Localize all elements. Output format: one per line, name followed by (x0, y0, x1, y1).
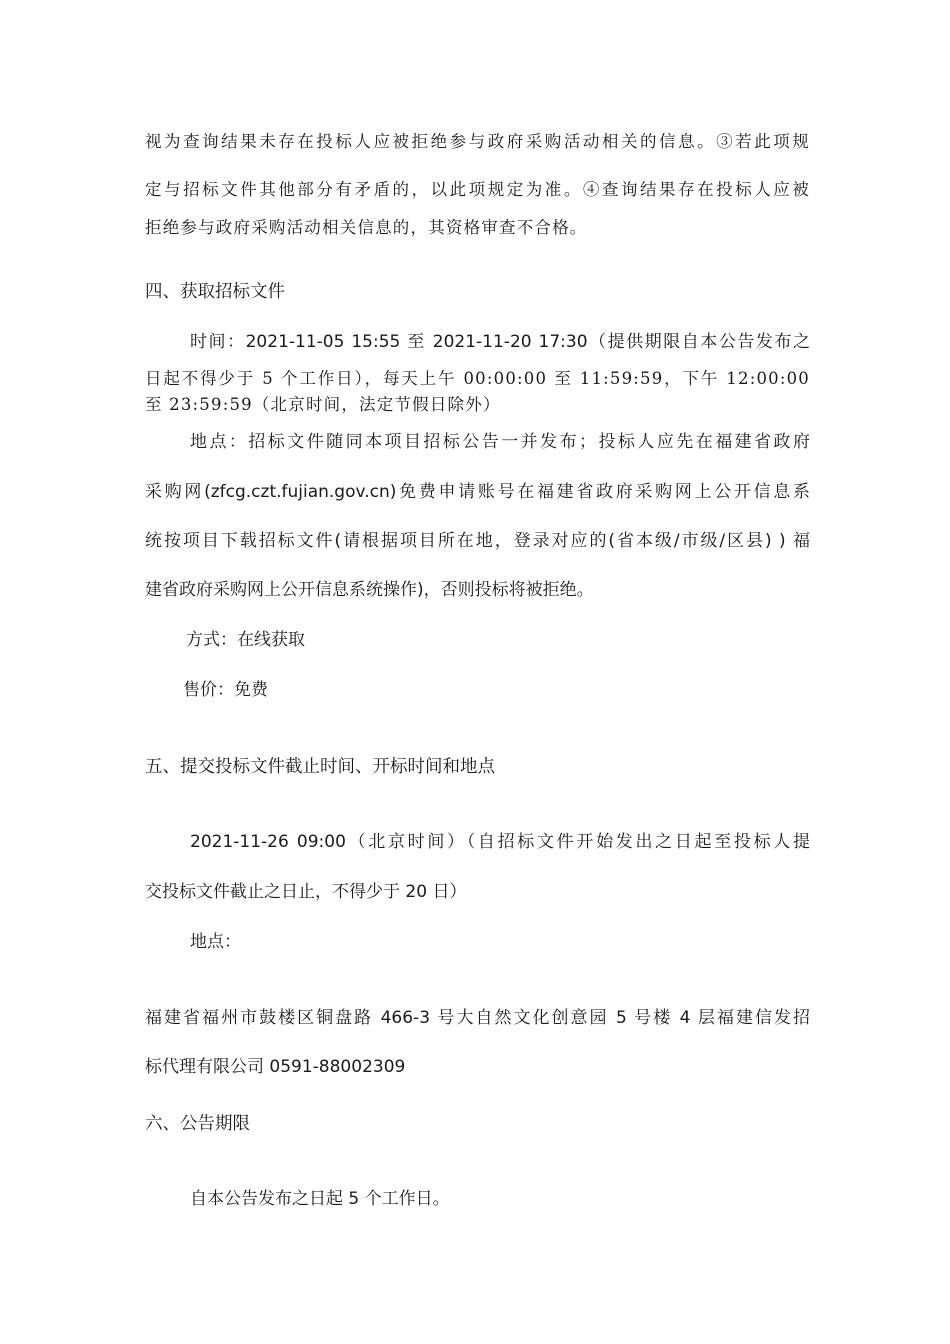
section3-tail-line-1: 视为查询结果未存在投标人应被拒绝参与政府采购活动相关的信息。③若此项规 (145, 132, 810, 151)
section4-time-line-1: 时间：2021-11-05 15:55 至 2021-11-20 17:30（提供期限自本公告发布之 (190, 332, 810, 352)
section4-place-line-4: 建省政府采购网上公开信息系统操作)，否则投标将被拒绝。 (145, 580, 594, 600)
section4-time-line-3: 至 23:59:59（北京时间，法定节假日除外） (145, 395, 501, 414)
section6-period: 自本公告发布之日起 5 个工作日。 (190, 1189, 450, 1209)
section5-address-line-2: 标代理有限公司 0591-88002309 (145, 1057, 406, 1077)
section4-time-line-2: 日起不得少于 5 个工作日），每天上午 00:00:00 至 11:59:59，下午 12:00:00 (145, 369, 810, 388)
section4-heading: 四、获取招标文件 (145, 282, 285, 302)
section3-tail-line-2: 定与招标文件其他部分有矛盾的，以此项规定为准。④查询结果存在投标人应被 (145, 180, 810, 199)
section4-price: 售价：免费 (183, 680, 268, 700)
section5-deadline-line-1: 2021-11-26 09:00（北京时间）（自招标文件开始发出之日起至投标人提 (190, 832, 810, 852)
section4-place-line-2: 采购网(zfcg.czt.fujian.gov.cn)免费申请账号在福建省政府采购网上公开信息系 (145, 482, 810, 502)
section5-heading: 五、提交投标文件截止时间、开标时间和地点 (145, 757, 495, 777)
section4-method: 方式：在线获取 (186, 630, 305, 650)
section4-place-line-1: 地点：招标文件随同本项目招标公告一并发布；投标人应先在福建省政府 (190, 432, 810, 452)
section5-place-label: 地点： (190, 932, 241, 952)
section5-address-line-1: 福建省福州市鼓楼区铜盘路 466-3 号大自然文化创意园 5 号楼 4 层福建信发招 (145, 1008, 810, 1028)
section3-tail-line-3: 拒绝参与政府采购活动相关信息的，其资格审查不合格。 (145, 218, 588, 237)
section5-deadline-line-2: 交投标文件截止之日止，不得少于 20 日） (145, 882, 467, 902)
section4-place-line-3: 统按项目下载招标文件(请根据项目所在地，登录对应的(省本级/市级/区县) ) 福 (145, 531, 810, 551)
section6-heading: 六、公告期限 (145, 1114, 250, 1134)
